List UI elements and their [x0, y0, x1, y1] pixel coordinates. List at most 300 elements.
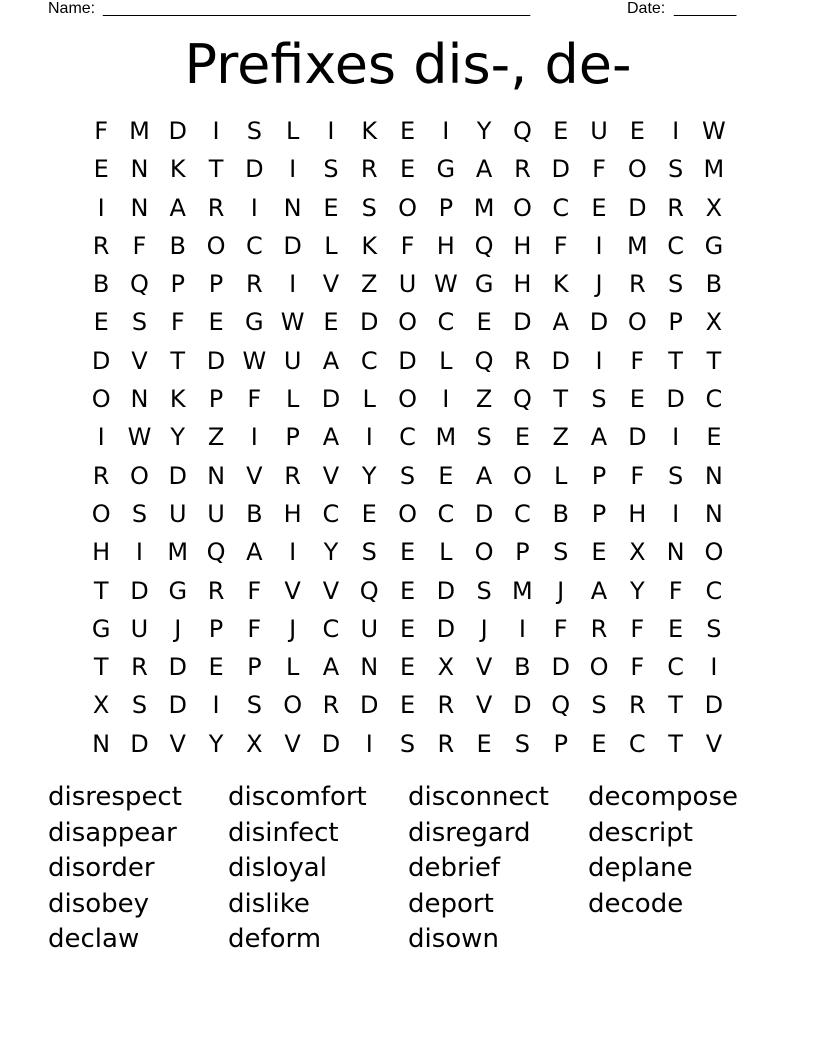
grid-letter: W — [702, 117, 726, 145]
grid-letter: F — [668, 576, 683, 605]
grid-letter: R — [360, 155, 378, 184]
grid-letter: E — [93, 308, 109, 337]
word-list-item: disloyal — [228, 853, 327, 883]
grid-letter: S — [667, 270, 684, 299]
grid-letter: J — [480, 614, 488, 643]
grid-letter: G — [168, 576, 188, 605]
grid-letter: N — [360, 653, 379, 682]
grid-letter: C — [514, 499, 531, 528]
grid-letter: D — [168, 117, 187, 145]
grid-letter: R — [131, 653, 148, 682]
grid-letter: D — [513, 308, 532, 337]
grid-letter: R — [628, 270, 646, 299]
grid-letter: U — [398, 270, 417, 299]
grid-letter: S — [131, 691, 148, 720]
grid-letter: Y — [476, 117, 492, 145]
grid-letter: M — [167, 538, 189, 567]
grid-letter: W — [127, 423, 152, 452]
grid-letter: R — [437, 729, 455, 758]
grid-letter: L — [439, 346, 453, 375]
grid-letter: I — [442, 117, 450, 145]
grid-letter: W — [242, 346, 267, 375]
grid-letter: Y — [323, 538, 339, 567]
grid-letter: Y — [361, 461, 377, 490]
grid-letter: F — [630, 653, 645, 682]
grid-letter: E — [208, 653, 224, 682]
grid-letter: F — [247, 614, 262, 643]
grid-letter: S — [399, 461, 416, 490]
grid-letter: M — [435, 423, 457, 452]
grid-letter: Z — [361, 270, 378, 299]
word-list — [48, 780, 768, 958]
grid-letter: O — [206, 231, 226, 260]
grid-letter: O — [512, 193, 532, 222]
grid-letter: I — [365, 423, 373, 452]
grid-letter: P — [553, 729, 568, 758]
grid-letter: S — [476, 423, 492, 452]
grid-letter: E — [668, 614, 684, 643]
grid-letter: F — [553, 614, 568, 643]
grid-letter: P — [438, 193, 454, 222]
grid-letter: C — [552, 193, 570, 222]
grid-letter: A — [475, 155, 493, 184]
grid-letter: E — [553, 117, 569, 145]
grid-letter: D — [474, 499, 494, 528]
grid-letter: I — [595, 231, 603, 260]
grid-letter: I — [518, 614, 526, 643]
grid-letter: D — [321, 729, 341, 758]
grid-letter: G — [91, 614, 111, 643]
grid-letter: V — [705, 729, 723, 758]
grid-letter: U — [360, 614, 379, 643]
grid-letter: T — [553, 385, 569, 414]
grid-letter: E — [323, 193, 339, 222]
grid-letter: E — [323, 308, 339, 337]
grid-letter: M — [473, 193, 495, 222]
grid-letter: D — [359, 308, 379, 337]
grid-letter: T — [208, 155, 224, 184]
grid-letter: E — [591, 193, 607, 222]
grid-letter: E — [399, 576, 416, 605]
page-title: Prefixes dis-, de- — [184, 33, 632, 96]
grid-letter: A — [322, 653, 340, 682]
grid-letter: I — [97, 193, 105, 222]
grid-letter: L — [324, 231, 338, 260]
grid-letter: K — [552, 270, 569, 299]
grid-letter: D — [168, 691, 187, 720]
grid-letter: V — [322, 576, 340, 605]
grid-letter: X — [705, 193, 723, 222]
grid-letter: J — [557, 576, 565, 605]
grid-letter: O — [589, 653, 609, 682]
grid-letter: I — [250, 193, 258, 222]
grid-letter: E — [476, 308, 492, 337]
grid-letter: E — [361, 499, 377, 528]
grid-letter: D — [628, 193, 647, 222]
grid-letter: I — [595, 346, 603, 375]
grid-letter: S — [131, 499, 148, 528]
grid-letter: O — [627, 155, 647, 184]
grid-letter: E — [399, 653, 416, 682]
word-list-item: discomfort — [228, 782, 367, 812]
grid-letter: R — [628, 691, 646, 720]
grid-letter: E — [476, 729, 492, 758]
grid-letter: G — [436, 155, 456, 184]
grid-letter: D — [628, 423, 647, 452]
grid-letter: C — [705, 385, 723, 414]
grid-letter: F — [630, 346, 645, 375]
word-list-item: disobey — [48, 888, 150, 919]
grid-letter: N — [92, 729, 111, 758]
grid-letter: E — [629, 117, 645, 145]
grid-letter: R — [245, 270, 263, 299]
grid-letter: V — [475, 691, 493, 720]
grid-letter: T — [93, 576, 109, 605]
grid-letter: Q — [474, 346, 494, 375]
grid-letter: D — [168, 653, 187, 682]
grid-letter: D — [589, 308, 609, 337]
grid-letter: N — [666, 538, 685, 567]
word-list-item: disown — [408, 924, 499, 954]
grid-letter: Q — [474, 231, 494, 260]
grid-letter: S — [246, 691, 262, 720]
grid-letter: P — [515, 538, 530, 567]
grid-letter: K — [169, 155, 186, 184]
grid-letter: D — [398, 346, 417, 375]
grid-letter: S — [399, 729, 416, 758]
grid-letter: O — [398, 193, 417, 222]
grid-letter: I — [327, 117, 335, 145]
grid-letter: I — [212, 117, 220, 145]
grid-letter: G — [245, 308, 264, 337]
grid-letter: O — [283, 691, 303, 720]
grid-letter: Q — [206, 538, 226, 567]
grid-letter: S — [476, 576, 492, 605]
grid-letter: S — [667, 461, 684, 490]
grid-letter: E — [591, 729, 607, 758]
grid-letter: I — [212, 691, 220, 720]
date-label: Date: — [627, 0, 666, 17]
grid-letter: H — [436, 231, 455, 260]
grid-letter: L — [285, 385, 300, 414]
grid-letter: B — [92, 270, 110, 299]
grid-letter: O — [474, 538, 494, 567]
word-list-item: disconnect — [408, 782, 549, 812]
grid-letter: C — [322, 614, 340, 643]
grid-letter: C — [245, 231, 263, 260]
grid-letter: Z — [552, 423, 569, 452]
grid-letter: I — [672, 423, 680, 452]
grid-letter: A — [169, 193, 186, 222]
grid-letter: F — [400, 231, 415, 260]
grid-letter: S — [361, 538, 377, 567]
grid-letter: K — [361, 231, 378, 260]
grid-letter: V — [284, 729, 301, 758]
grid-letter: O — [91, 499, 111, 528]
grid-letter: O — [398, 308, 417, 337]
grid-letter: A — [246, 538, 263, 567]
grid-letter: O — [398, 499, 417, 528]
header — [48, 0, 748, 20]
grid-letter: A — [322, 346, 340, 375]
grid-letter: F — [592, 155, 606, 184]
grid-letter: I — [250, 423, 258, 452]
grid-letter: F — [94, 117, 109, 145]
name-blank-line: ________________________________________________ — [103, 0, 531, 17]
grid-letter: V — [284, 576, 301, 605]
date-blank-line: _______ — [674, 0, 737, 17]
word-list-item: deplane — [588, 853, 693, 883]
grid-letter: S — [514, 729, 531, 758]
grid-letter: R — [207, 576, 225, 605]
grid-letter: A — [322, 423, 340, 452]
grid-letter: L — [439, 538, 453, 567]
grid-letter: B — [552, 499, 569, 528]
grid-letter: C — [667, 231, 684, 260]
grid-letter: E — [399, 614, 416, 643]
grid-letter: D — [513, 691, 532, 720]
grid-letter: Q — [512, 117, 532, 145]
grid-letter: R — [207, 193, 225, 222]
grid-letter: M — [626, 231, 648, 260]
grid-letter: R — [667, 193, 684, 222]
word-list-item: disorder — [48, 853, 155, 883]
grid-letter: D — [551, 155, 570, 184]
grid-letter: S — [361, 193, 377, 222]
grid-letter: A — [590, 576, 608, 605]
grid-letter: F — [630, 614, 645, 643]
grid-letter: J — [289, 614, 297, 643]
grid-letter: J — [595, 270, 603, 299]
grid-letter: R — [437, 691, 455, 720]
word-list-item: disappear — [48, 817, 177, 848]
grid-letter: E — [208, 308, 224, 337]
grid-letter: V — [322, 461, 340, 490]
grid-letter: P — [668, 308, 683, 337]
word-list-item: disrespect — [48, 782, 182, 812]
word-list-item: decompose — [588, 782, 738, 812]
grid-letter: Z — [207, 423, 225, 452]
grid-letter: K — [361, 117, 378, 145]
grid-letter: N — [704, 461, 723, 490]
word-list-item: descript — [588, 817, 693, 848]
grid-letter: F — [630, 461, 645, 490]
grid-letter: T — [170, 346, 186, 375]
name-label: Name: — [48, 0, 96, 17]
grid-letter: V — [246, 461, 263, 490]
grid-letter: E — [438, 461, 454, 490]
grid-letter: D — [436, 576, 456, 605]
grid-letter: D — [130, 576, 149, 605]
grid-letter: V — [322, 270, 340, 299]
grid-letter: E — [399, 155, 416, 184]
grid-letter: R — [284, 461, 301, 490]
grid-letter: U — [283, 346, 302, 375]
word-list-item: decode — [588, 888, 684, 919]
grid-letter: Q — [130, 270, 149, 299]
grid-letter: P — [208, 270, 224, 299]
grid-letter: W — [280, 308, 305, 337]
grid-letter: B — [705, 270, 723, 299]
grid-letter: M — [512, 576, 533, 605]
grid-letter: N — [130, 155, 149, 184]
grid-letter: V — [169, 729, 186, 758]
grid-letter: W — [433, 270, 458, 299]
grid-letter: D — [359, 691, 379, 720]
grid-letter: M — [703, 155, 725, 184]
grid-letter: L — [362, 385, 376, 414]
grid-letter: M — [129, 117, 150, 145]
grid-letter: E — [591, 538, 607, 567]
grid-letter: O — [91, 385, 111, 414]
grid-letter: I — [442, 385, 450, 414]
grid-letter: P — [285, 423, 300, 452]
grid-letter: E — [93, 155, 109, 184]
grid-letter: Q — [359, 576, 379, 605]
grid-letter: K — [169, 385, 186, 414]
grid-letter: Q — [512, 385, 532, 414]
grid-letter: O — [627, 308, 647, 337]
grid-letter: T — [668, 729, 683, 758]
grid-letter: N — [130, 193, 149, 222]
grid-letter: I — [672, 499, 680, 528]
grid-letter: A — [475, 461, 493, 490]
grid-letter: I — [289, 155, 297, 184]
grid-letter: D — [130, 729, 149, 758]
grid-letter: N — [130, 385, 149, 414]
grid-letter: S — [591, 385, 607, 414]
grid-letter: B — [169, 231, 186, 260]
grid-letter: P — [170, 270, 185, 299]
grid-letter: C — [667, 653, 684, 682]
grid-letter: D — [283, 231, 302, 260]
grid-letter: F — [132, 231, 147, 260]
grid-letter: U — [130, 614, 149, 643]
grid-letter: A — [552, 308, 569, 337]
grid-letter: S — [131, 308, 148, 337]
grid-letter: B — [514, 653, 531, 682]
grid-letter: F — [247, 385, 262, 414]
grid-letter: S — [553, 538, 569, 567]
grid-letter: D — [321, 385, 341, 414]
grid-letter: X — [92, 691, 110, 720]
letter-grid — [82, 112, 732, 763]
grid-letter: B — [246, 499, 263, 528]
grid-letter: D — [245, 155, 264, 184]
grid-letter: I — [672, 117, 680, 145]
grid-letter: D — [704, 691, 724, 720]
grid-letter: T — [668, 346, 683, 375]
grid-letter: L — [285, 653, 300, 682]
grid-letter: E — [629, 385, 645, 414]
grid-letter: R — [92, 231, 110, 260]
grid-letter: F — [170, 308, 185, 337]
grid-letter: O — [512, 461, 532, 490]
grid-letter: S — [667, 155, 684, 184]
grid-letter: R — [590, 614, 608, 643]
word-list-item: declaw — [48, 924, 140, 954]
grid-letter: L — [554, 461, 568, 490]
grid-letter: F — [553, 231, 568, 260]
grid-letter: Q — [551, 691, 571, 720]
grid-letter: L — [285, 117, 300, 145]
grid-letter: C — [322, 499, 340, 528]
word-list-item: debrief — [408, 853, 501, 883]
word-list-item: disregard — [408, 817, 531, 848]
grid-letter: U — [168, 499, 187, 528]
grid-letter: H — [513, 231, 532, 260]
grid-letter: D — [168, 461, 187, 490]
grid-letter: A — [590, 423, 608, 452]
grid-letter: P — [208, 614, 224, 643]
grid-letter: H — [513, 270, 532, 299]
word-list-item: disinfect — [228, 817, 339, 848]
grid-letter: T — [668, 691, 683, 720]
grid-letter: V — [131, 346, 148, 375]
grid-letter: Y — [629, 576, 645, 605]
grid-letter: V — [475, 653, 493, 682]
grid-letter: J — [174, 614, 182, 643]
grid-letter: X — [246, 729, 263, 758]
grid-letter: G — [474, 270, 494, 299]
grid-letter: F — [247, 576, 262, 605]
grid-letter: D — [436, 614, 456, 643]
grid-letter: C — [628, 729, 646, 758]
grid-letter: O — [704, 538, 724, 567]
grid-letter: N — [283, 193, 302, 222]
grid-letter: E — [399, 117, 416, 145]
grid-letter: U — [207, 499, 225, 528]
grid-letter: P — [208, 385, 224, 414]
grid-letter: I — [365, 729, 373, 758]
grid-letter: H — [92, 538, 111, 567]
grid-letter: R — [514, 155, 531, 184]
grid-letter: I — [97, 423, 105, 452]
grid-letter: D — [91, 346, 111, 375]
grid-letter: N — [704, 499, 723, 528]
grid-letter: S — [246, 117, 262, 145]
grid-letter: E — [399, 691, 416, 720]
grid-letter: H — [628, 499, 647, 528]
grid-letter: D — [551, 346, 570, 375]
grid-letter: D — [666, 385, 685, 414]
grid-letter: Y — [170, 423, 186, 452]
grid-letter: D — [551, 653, 570, 682]
grid-letter: I — [289, 538, 297, 567]
grid-letter: S — [323, 155, 339, 184]
grid-letter: S — [706, 614, 722, 643]
grid-letter: X — [437, 653, 455, 682]
grid-letter: H — [283, 499, 302, 528]
grid-letter: N — [207, 461, 226, 490]
grid-letter: I — [710, 653, 718, 682]
grid-letter: R — [322, 691, 340, 720]
grid-letter: T — [706, 346, 722, 375]
grid-letter: O — [130, 461, 149, 490]
grid-letter: P — [591, 461, 607, 490]
grid-letter: E — [514, 423, 530, 452]
grid-letter: S — [591, 691, 607, 720]
grid-letter: C — [705, 576, 723, 605]
grid-letter: R — [92, 461, 110, 490]
grid-letter: U — [590, 117, 608, 145]
grid-letter: O — [398, 385, 417, 414]
grid-letter: E — [399, 538, 416, 567]
grid-letter: P — [247, 653, 262, 682]
grid-letter: D — [206, 346, 226, 375]
grid-letter: C — [399, 423, 416, 452]
grid-letter: X — [705, 308, 723, 337]
